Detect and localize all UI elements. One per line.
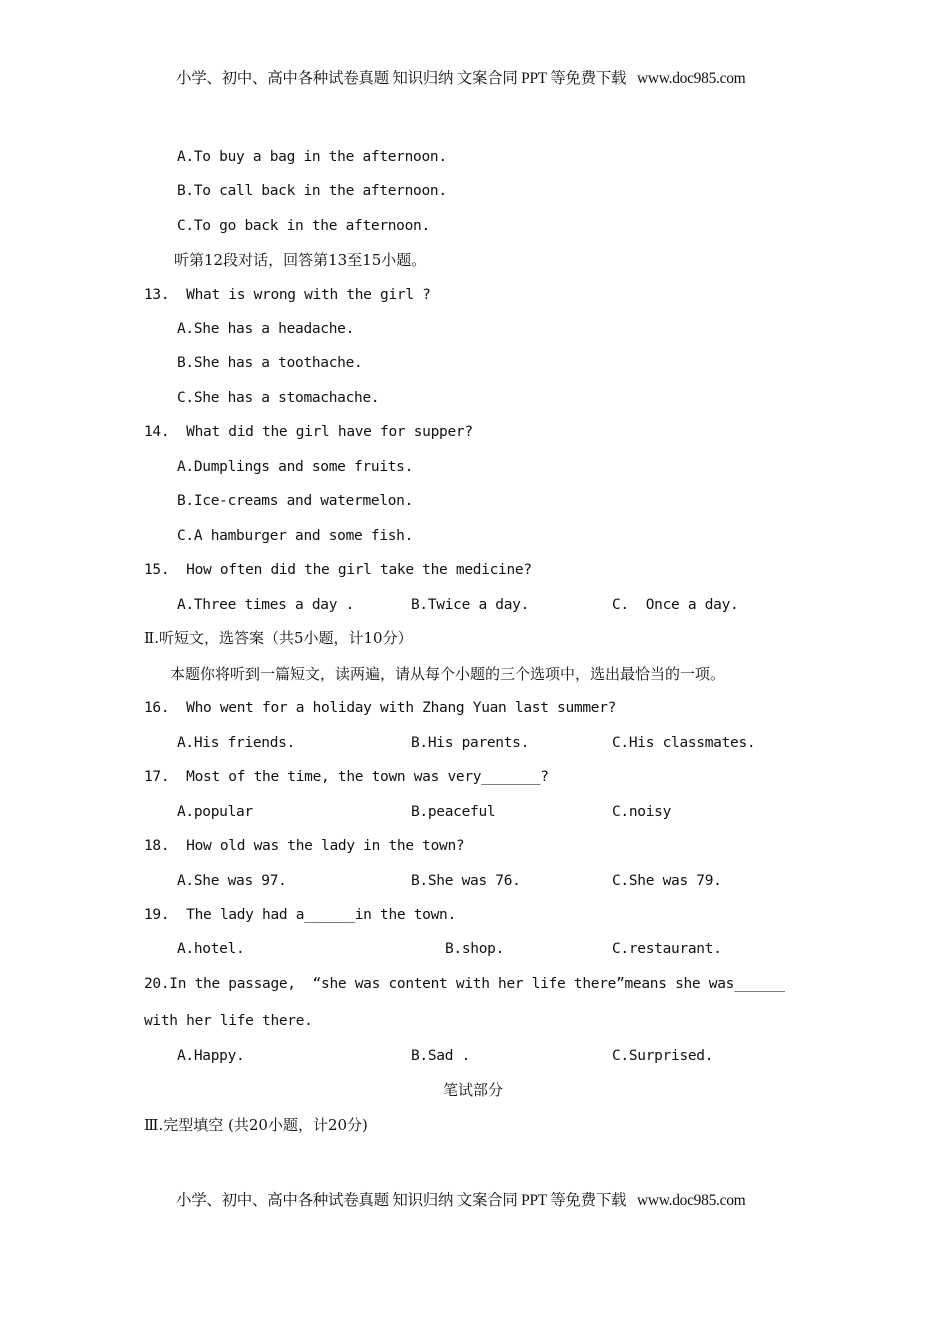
q17-option-b: B.peaceful [411,804,496,820]
q17-option-a: A.popular [177,804,253,820]
q19-option-b: B.shop. [445,941,505,957]
q14-option-a: A.Dumplings and some fruits. [177,459,414,475]
q13-option-b: B.She has a toothache. [177,355,363,371]
q15-option-b: B.Twice a day. [411,597,530,613]
q13-option-c: C.She has a stomachache. [177,390,380,406]
q16-option-a: A.His friends. [177,735,296,751]
question-19: 19. The lady had a______in the town. [144,907,456,923]
section-2-title: Ⅱ.听短文，选答案（共5小题，计10分） [144,629,413,647]
q12-option-a: A.To buy a bag in the afternoon. [177,149,447,165]
page-header: 小学、初中、高中各种试卷真题 知识归纳 文案合同 PPT 等免费下载 www.doc985.com [176,70,746,87]
q16-option-c: C.His classmates. [612,735,756,751]
q19-option-a: A.hotel. [177,941,245,957]
question-13: 13. What is wrong with the girl ? [144,287,431,303]
question-16: 16. Who went for a holiday with Zhang Yuan last summer? [144,700,617,716]
question-20: 20.In the passage, “she was content with her life there”means she was______ [144,976,785,992]
q18-option-b: B.She was 76. [411,873,521,889]
q12-option-b: B.To call back in the afternoon. [177,183,447,199]
q15-option-c: C. Once a day. [612,597,739,613]
question-17: 17. Most of the time, the town was very_______? [144,769,549,785]
q14-option-b: B.Ice-creams and watermelon. [177,493,414,509]
q12-option-c: C.To go back in the afternoon. [177,218,430,234]
q20-option-c: C.Surprised. [612,1048,714,1064]
question-14: 14. What did the girl have for supper? [144,424,473,440]
written-part-heading: 笔试部分 [443,1081,504,1099]
dialog12-instruction: 听第12段对话，回答第13至15小题。 [174,251,427,269]
section-3-title: Ⅲ.完型填空 (共20小题，计20分) [144,1116,368,1134]
q20-option-a: A.Happy. [177,1048,245,1064]
q14-option-c: C.A hamburger and some fish. [177,528,414,544]
q20-option-b: B.Sad . [411,1048,471,1064]
q13-option-a: A.She has a headache. [177,321,355,337]
q17-option-c: C.noisy [612,804,672,820]
section-2-instruction: 本题你将听到一篇短文，读两遍，请从每个小题的三个选项中，选出最恰当的一项。 [170,665,726,683]
q19-option-c: C.restaurant. [612,941,722,957]
question-15: 15. How often did the girl take the medicine? [144,562,532,578]
q18-option-a: A.She was 97. [177,873,287,889]
q16-option-b: B.His parents. [411,735,530,751]
question-18: 18. How old was the lady in the town? [144,838,465,854]
q18-option-c: C.She was 79. [612,873,722,889]
q15-option-a: A.Three times a day . [177,597,355,613]
page-footer: 小学、初中、高中各种试卷真题 知识归纳 文案合同 PPT 等免费下载 www.doc985.com [176,1192,746,1209]
question-20-continued: with her life there. [144,1013,313,1029]
